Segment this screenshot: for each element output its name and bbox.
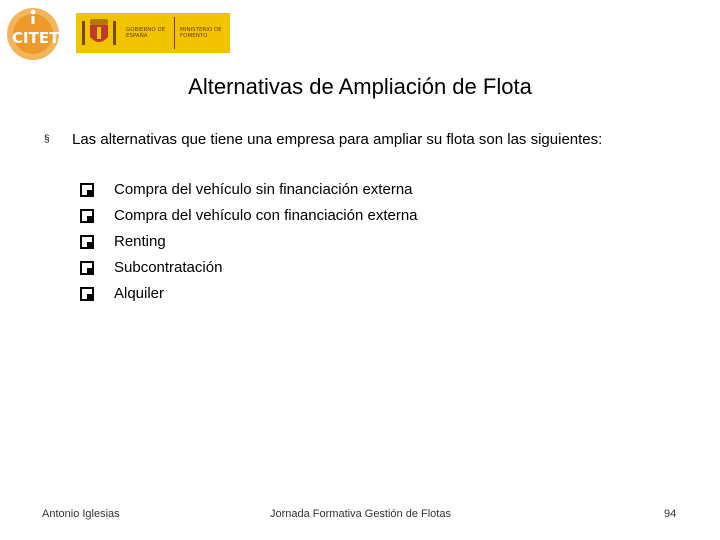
slide-title: Alternativas de Ampliación de Flota xyxy=(188,74,532,99)
page-number: 94 xyxy=(664,508,677,520)
logo-divider xyxy=(174,17,175,49)
footer-author: Antonio Iglesias xyxy=(42,508,120,520)
gobierno-espana-logo xyxy=(76,13,230,53)
coat-of-arms-icon xyxy=(78,15,120,51)
main-bullet-text: Las alternativas que tiene una empresa para ampliar su flota son las siguientes: xyxy=(72,131,603,148)
checkbox-bullet-icon xyxy=(80,183,94,197)
alternative-label: Renting xyxy=(114,233,166,250)
ministerio-fomento-text: MINISTERIO DE FOMENTO xyxy=(180,27,222,39)
main-bullet-marker: § xyxy=(44,134,50,145)
checkbox-bullet-icon xyxy=(80,287,94,301)
checkbox-bullet-icon xyxy=(80,235,94,249)
checkbox-bullet-icon xyxy=(80,261,94,275)
citet-logo-text: CITET xyxy=(12,29,60,47)
checkbox-bullet-icon xyxy=(80,209,94,223)
citet-logo xyxy=(4,6,66,62)
gobierno-espana-text: GOBIERNO DE ESPAÑA xyxy=(126,27,166,39)
alternative-label: Subcontratación xyxy=(114,259,223,276)
alternative-label: Alquiler xyxy=(114,285,165,302)
alternative-label: Compra del vehículo sin financiación externa xyxy=(114,181,413,198)
footer-event: Jornada Formativa Gestión de Flotas xyxy=(270,508,451,520)
alternative-label: Compra del vehículo con financiación externa xyxy=(114,207,418,224)
